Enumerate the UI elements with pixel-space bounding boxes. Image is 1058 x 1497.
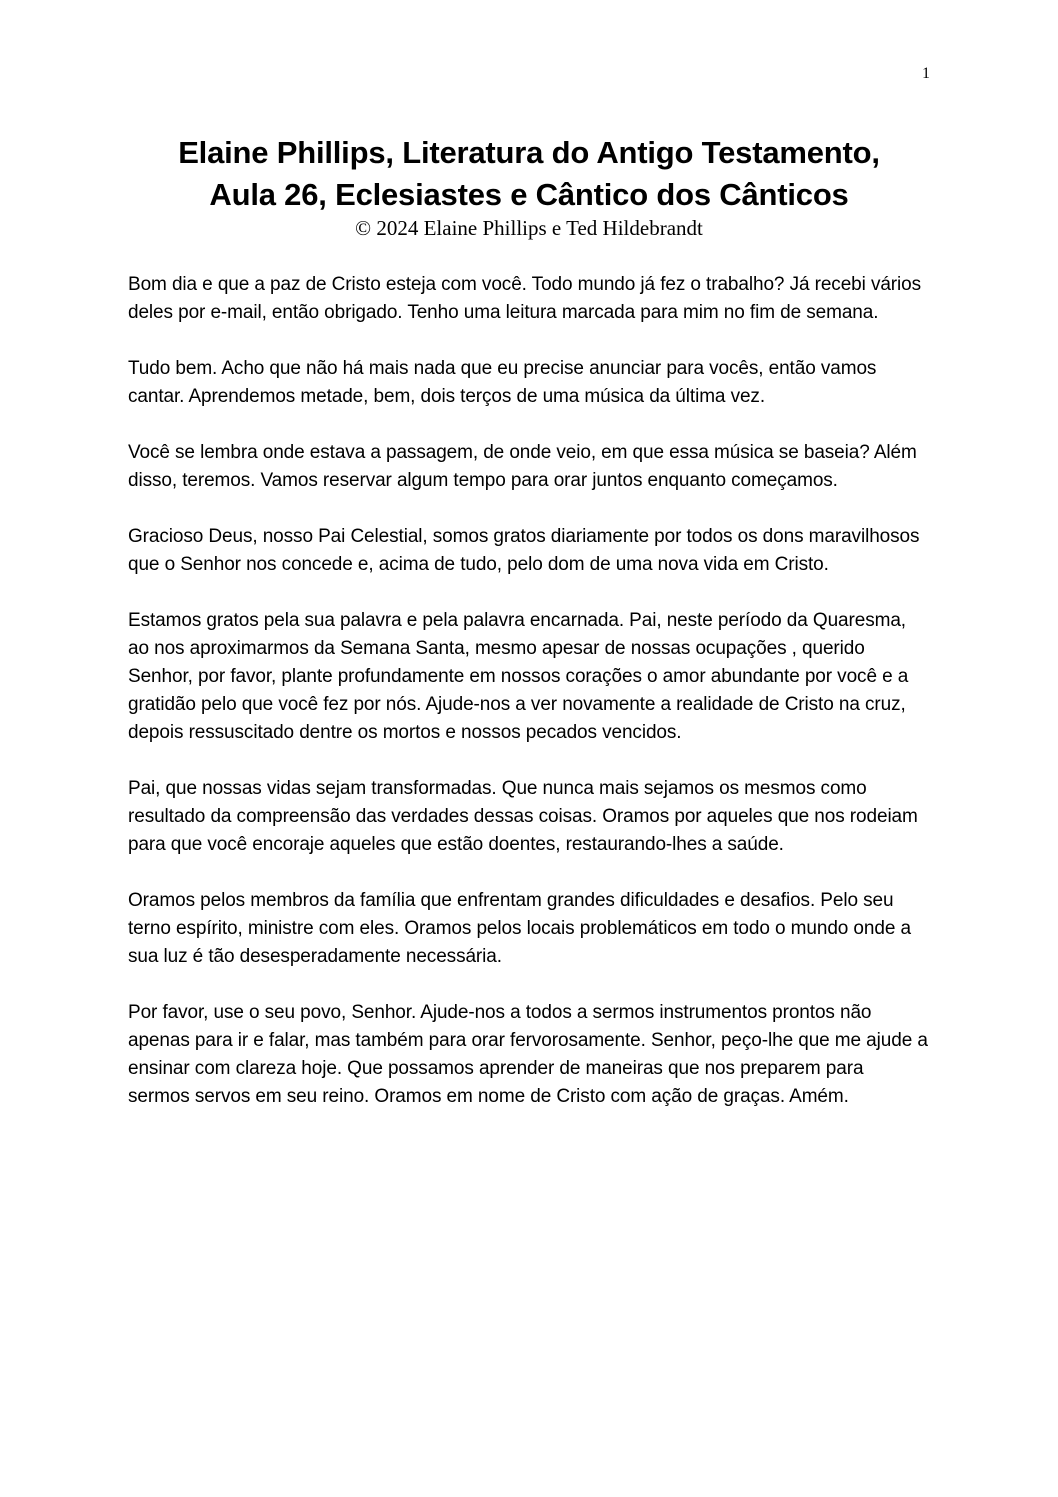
paragraph-7: Oramos pelos membros da família que enfrentam grandes dificuldades e desafios. Pelo seu terno espírito, ministre com eles. Oramos pelos locais problemáticos em todo o mundo onde a sua luz é tão desesperadamente necessária. bbox=[128, 890, 911, 967]
page-number: 1 bbox=[922, 65, 930, 82]
document-header bbox=[128, 132, 930, 240]
paragraph-3: Você se lembra onde estava a passagem, de onde veio, em que essa música se baseia? Além disso, teremos. Vamos reservar algum tempo para orar juntos enquanto começamos. bbox=[128, 442, 917, 491]
body-text bbox=[128, 271, 930, 1139]
paragraph-4: Gracioso Deus, nosso Pai Celestial, somos gratos diariamente por todos os dons maravilhosos que o Senhor nos concede e, acima de tudo, pelo dom de uma nova vida em Cristo. bbox=[128, 526, 920, 575]
paragraph-8: Por favor, use o seu povo, Senhor. Ajude-nos a todos a sermos instrumentos prontos não apenas para ir e falar, mas também para orar fervorosamente. Senhor, peço-lhe que me ajude a ensinar com clareza hoje. Que possamos aprender de maneiras que nos preparem para sermos servos em seu reino. Oramos em nome de Cristo com ação de graças. Amém. bbox=[128, 1002, 928, 1107]
title-line-2: Aula 26, Eclesiastes e Cântico dos Cânticos bbox=[209, 177, 849, 212]
title-line-1: Elaine Phillips, Literatura do Antigo Testamento, bbox=[178, 135, 880, 170]
paragraph-6: Pai, que nossas vidas sejam transformadas. Que nunca mais sejamos os mesmos como resultado da compreensão das verdades dessas coisas. Oramos por aqueles que nos rodeiam para que você encoraje aqueles que estão doentes, restaurando-lhes a saúde. bbox=[128, 778, 918, 855]
paragraph-5: Estamos gratos pela sua palavra e pela palavra encarnada. Pai, neste período da Quaresma, ao nos aproximarmos da Semana Santa, mesmo apesar de nossas ocupações , querido Senhor, por favor, plante profundamente em nossos corações o amor abundante por você e a gratidão pelo que você fez por nós. Ajude-nos a ver novamente a realidade de Cristo na cruz, depois ressuscitado dentre os mortos e nossos pecados vencidos. bbox=[128, 610, 909, 743]
copyright-notice: © 2024 Elaine Phillips e Ted Hildebrandt bbox=[355, 216, 703, 240]
paragraph-2: Tudo bem. Acho que não há mais nada que eu precise anunciar para vocês, então vamos cantar. Aprendemos metade, bem, dois terços de uma música da última vez. bbox=[128, 358, 877, 407]
paragraph-1: Bom dia e que a paz de Cristo esteja com você. Todo mundo já fez o trabalho? Já recebi vários deles por e-mail, então obrigado. Tenho uma leitura marcada para mim no fim de semana. bbox=[128, 274, 922, 323]
